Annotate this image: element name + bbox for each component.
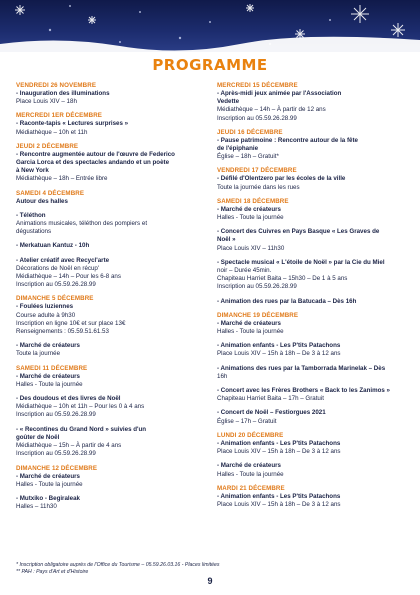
event-detail: Place Louis XIV – 15h à 18h – De 3 à 12 ans — [217, 350, 341, 358]
event-detail: Place Louis XIV – 18h — [16, 98, 77, 106]
event-detail: Inscription au 05.59.26.28.99 — [16, 281, 96, 289]
event-day-block — [217, 485, 411, 509]
event-title: Autour des halles — [16, 197, 68, 205]
event-title: - Animation enfants - Les P'tits Patachons — [217, 342, 341, 350]
event-detail: Inscription au 05.59.26.28.99 — [16, 411, 96, 419]
event-title: - Mutxiko - Begiraleak — [16, 494, 80, 502]
event-title: - Animation enfants - Les P'tits Patachons — [217, 439, 341, 447]
event-detail: Inscription au 05.59.26.28.99 — [217, 283, 297, 291]
event-day-block — [217, 312, 411, 426]
event-title: - Atelier créatif avec Recycl'arte — [16, 256, 110, 264]
event-day-block — [16, 295, 206, 358]
event-day-block — [16, 112, 206, 136]
event-title: - Animations des rues par la Tamborrada Marinelak – Dès — [217, 364, 386, 372]
event-date: SAMEDI 4 DÉCEMBRE — [16, 189, 85, 197]
event-detail: Médiathèque – 10h et 11h — [16, 128, 88, 136]
event-title: - Des doudous et des livres de Noël — [16, 395, 121, 403]
footnote: * Inscription obligatoire auprès de l'Office du Tourisme – 05.59.26.03.16 - Places limitées — [16, 562, 220, 568]
event-detail: Inscription au 05.59.26.28.99 — [16, 450, 96, 458]
event-date: SAMEDI 11 DÉCEMBRE — [16, 364, 88, 372]
event-detail: Inscription en ligne 10€ et sur place 13€ — [16, 319, 126, 327]
event-detail: Renseignements : 05.59.51.61.53 — [16, 328, 109, 336]
event-detail: Décorations de Noël en récup' — [16, 264, 100, 272]
event-title: - « Recontines du Grand Nord » suivies d'un — [16, 425, 147, 433]
event-detail: Place Louis XIV – 15h à 18h – De 3 à 12 ans — [217, 500, 341, 508]
event-detail: Médiathèque – 14h – Pour les 6-8 ans — [16, 273, 121, 281]
event-title: - Concert avec les Frères Brothers « Back to les Zanimos » — [217, 387, 390, 395]
event-detail: 16h — [217, 372, 228, 380]
event-title: - Spectacle musical « L'étoile de Noël » par la Cie du Miel — [217, 258, 385, 266]
event-detail: Halles - Toute la journée — [217, 214, 284, 222]
event-day-block — [217, 432, 411, 479]
event-detail: Médiathèque – 10h et 11h – Pour les 0 à 4 ans — [16, 403, 145, 411]
event-day-block — [217, 82, 411, 123]
page-title: PROGRAMME — [152, 56, 268, 74]
event-detail: Église – 18h – Gratuit* — [217, 153, 279, 161]
event-title: - Téléthon — [16, 211, 46, 219]
event-title: - Animation enfants - Les P'tits Patachons — [217, 492, 341, 500]
event-detail: Chapiteau Harriet Baita – 17h – Gratuit — [217, 395, 324, 403]
event-title: Garcia Lorca et des spectacles andando et un poète — [16, 159, 170, 167]
event-detail: Place Louis XIV – 11h30 — [217, 244, 285, 252]
event-date: JEUDI 16 DÉCEMBRE — [217, 128, 283, 136]
event-title: à New York — [16, 167, 49, 175]
page-number: 9 — [207, 576, 213, 586]
event-detail: Toute la journée dans les rues — [217, 183, 300, 191]
event-day-block — [16, 190, 206, 290]
event-date: DIMANCHE 5 DÉCEMBRE — [16, 295, 94, 303]
event-date: MARDI 21 DÉCEMBRE — [217, 484, 285, 492]
event-date: SAMEDI 18 DÉCEMBRE — [217, 197, 289, 205]
left-column — [16, 82, 206, 517]
event-detail: Toute la journée — [16, 350, 61, 358]
event-detail: Médiathèque – 18h – Entrée libre — [16, 175, 108, 183]
event-day-block — [16, 143, 206, 184]
event-date: DIMANCHE 19 DÉCEMBRE — [217, 311, 299, 319]
event-date: DIMANCHE 12 DÉCEMBRE — [16, 464, 98, 472]
event-day-block — [16, 465, 206, 512]
event-day-block — [16, 365, 206, 459]
event-detail: Médiathèque – 15h – À partir de 4 ans — [16, 442, 122, 450]
snowflake-decoration — [0, 0, 420, 52]
event-title: - Foulées luziennes — [16, 303, 74, 311]
event-title: - Animation des rues par la Batucada – Dès 16h — [217, 297, 357, 305]
event-detail: Halles - Toute la journée — [217, 470, 284, 478]
event-date: LUNDI 20 DÉCEMBRE — [217, 431, 284, 439]
footnotes — [16, 562, 406, 576]
event-title: - Raconte-tapis « Lectures surprises » — [16, 120, 129, 128]
event-detail: Halles - Toute la journée — [16, 480, 83, 488]
event-detail: Église – 17h – Gratuit — [217, 417, 277, 425]
event-detail: Place Louis XIV – 15h à 18h – De 3 à 12 ans — [217, 448, 341, 456]
event-date: VENDREDI 17 DÉCEMBRE — [217, 167, 297, 175]
event-title: de l'épiphanie — [217, 145, 259, 153]
event-detail: Chapiteau Harriet Baita – 15h30 – De 1 à 5 ans — [217, 275, 348, 283]
event-title: Vedette — [217, 98, 240, 106]
event-title: - Marché de créateurs — [16, 342, 80, 350]
event-detail: Course adulte à 9h30 — [16, 311, 76, 319]
event-title: - Défilé d'Olentzero par les écoles de la ville — [217, 175, 346, 183]
event-date: MERCREDI 15 DÉCEMBRE — [217, 82, 298, 89]
event-title: - Rencontre augmentée autour de l'œuvre de Federico — [16, 150, 175, 158]
event-title: - Concert de Noël – Festiorgues 2021 — [217, 409, 326, 417]
footnote: ** PAH : Pays d'Art et d'Histoire — [16, 569, 89, 575]
event-detail: Animations musicales, téléthon des pompiers et — [16, 220, 148, 228]
event-detail: dégustations — [16, 228, 52, 236]
event-title: - Pause patrimoine : Rencontre autour de la fête — [217, 136, 358, 144]
event-detail: Halles - Toute la journée — [16, 380, 83, 388]
event-detail: Halles – 11h30 — [16, 503, 57, 511]
event-title: - Marché de créateurs — [217, 462, 281, 470]
event-date: JEUDI 2 DÉCEMBRE — [16, 142, 79, 150]
event-date: VENDREDI 26 NOVEMBRE — [16, 82, 97, 89]
event-date: MERCREDI 1ER DÉCEMBRE — [16, 112, 102, 120]
event-title: - Marché de créateurs — [16, 372, 80, 380]
event-detail: noir – Durée 45min. — [217, 267, 272, 275]
event-title: - Merkatuan Kantuz - 10h — [16, 242, 90, 250]
right-column — [217, 82, 411, 515]
event-title: - Après-midi jeux animée par l'Association — [217, 90, 342, 97]
event-day-block — [217, 129, 411, 162]
event-detail: Inscription au 05.59.26.28.99 — [217, 114, 297, 122]
event-day-block — [217, 167, 411, 191]
event-title: - Marché de créateurs — [217, 205, 281, 213]
event-title: Noël » — [217, 236, 236, 244]
snowflake-banner — [0, 0, 420, 52]
event-detail: Médiathèque – 14h – À partir de 12 ans — [217, 106, 326, 114]
event-title: - Concert des Cuivres en Pays Basque « Les Graves de — [217, 228, 380, 236]
event-title: - Marché de créateurs — [16, 472, 80, 480]
event-day-block — [217, 198, 411, 306]
event-title: goûter de Noël — [16, 433, 60, 441]
event-title: - Marché de créateurs — [217, 319, 281, 327]
event-day-block — [16, 82, 206, 106]
event-detail: Halles - Toute la journée — [217, 328, 284, 336]
event-title: - Inauguration des illuminations — [16, 90, 110, 97]
